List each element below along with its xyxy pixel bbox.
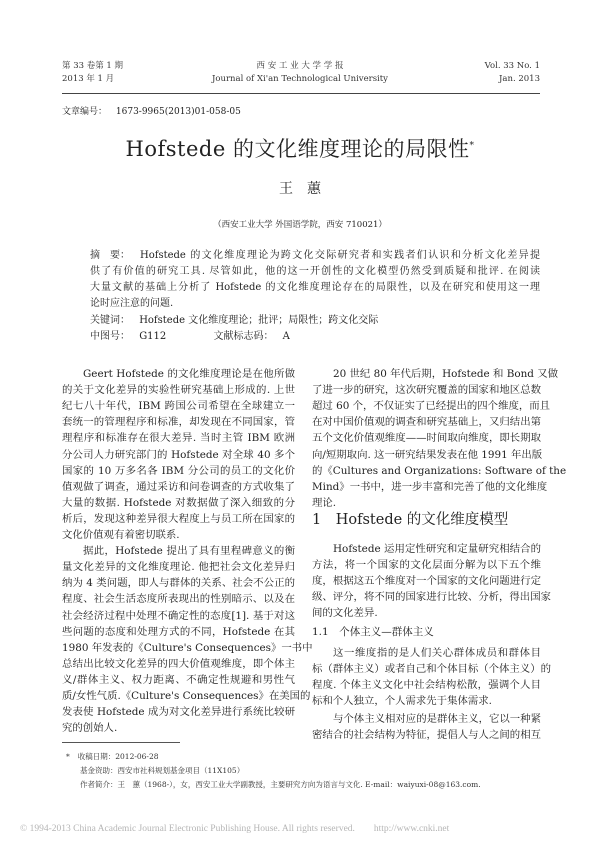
keywords — [90, 311, 378, 326]
date-en: Jan. 2013 — [499, 74, 540, 84]
body-line: 社会经济过程中处理不确定性的态度[1]. 基于对这 — [62, 609, 295, 622]
body-line: 据此，Hofstede 提出了具有里程碑意义的衡 — [83, 545, 295, 558]
body-line: 在对中国价值观的调查和研究基础上，又归结出第 — [312, 416, 541, 429]
body-line: 纳为 4 类问题，即人与群体的关系、社会不公正的 — [62, 577, 295, 590]
body-line: 度，根据这五个维度对一个国家的文化问题进行定 — [312, 575, 541, 588]
body-line: 套统一的管理程序和标准，却发现在不同国家，管 — [62, 416, 295, 429]
body-line: 程度. 个体主义文化中社会结构松散，强调个人目 — [312, 679, 541, 692]
journal-en: Journal of Xi'an Technological University — [211, 74, 388, 84]
doc-code-label: 文献标志码： — [213, 331, 274, 342]
body-line: 与个体主义相对应的是群体主义，它以一种紧 — [333, 713, 541, 725]
section-heading: 1 Hofstede 的文化维度模型 — [312, 512, 509, 528]
volume-issue — [62, 60, 123, 86]
article-number — [62, 104, 241, 117]
footnote-mark: * — [66, 752, 70, 761]
copyright-notice: © 1994-2013 China Academic Journal Electronic Publishing House. All rights reserved. http://www.cnki.net — [20, 824, 450, 834]
abstract-line: 论时应注意的问题. — [90, 298, 174, 309]
body-line: 理论. — [312, 496, 337, 509]
body-line: 值观做了调查，通过采访和问卷调查的方式收集了 — [62, 480, 295, 493]
footnote-rule — [62, 742, 180, 743]
body-line: 义/群体主义、权力距离、不确定性规避和男性气 — [62, 673, 295, 686]
footnotes — [66, 750, 481, 792]
clc-label: 中图号： — [90, 331, 130, 342]
author-bio: 作者简介：王 蕙（1968-），女，西安工业大学副教授，主要研究方向为语言与文化. E-mail：waiyuxi-08@163.com. — [80, 780, 481, 789]
body-line: 些问题的态度和处理方式的不同，Hofstede 在其 — [62, 625, 295, 638]
body-line: 文化价值观有着密切联系. — [62, 529, 180, 541]
body-line: 1980 年发表的《Culture's Consequences》一书中 — [62, 641, 313, 654]
keywords-label: 关键词： — [90, 315, 130, 326]
body-line: Geert Hofstede 的文化维度理论是在他所做 — [83, 368, 295, 380]
body-line: 质/女性气质.《Culture's Consequences》在美国的 — [62, 690, 311, 702]
keywords-value: Hofstede 文化维度理论；批评；局限性；跨文化交际 — [139, 315, 379, 326]
doc-code-value: A — [282, 331, 290, 342]
body-line: 这一维度指的是人们关心群体成员和群体目 — [333, 647, 541, 659]
affiliation: （西安工业大学 外国语学院，西安 710021） — [213, 220, 387, 230]
body-line: 的《Cultures and Organizations: Software of the — [312, 464, 567, 477]
journal-name — [150, 60, 450, 86]
body-line: 理程序和标准存在很大差异. 当时主管 IBM 欧洲 — [62, 432, 295, 445]
abstract-line: 供了有价值的研究工具. 尽管如此，他的这一开创性的文化模型仍然受到质疑和批评. 在阅读 — [90, 266, 540, 277]
body-line: Mind》一书中，进一步丰富和完善了他的文化维度 — [312, 480, 548, 493]
received-date: 收稿日期：2012-06-28 — [77, 752, 159, 761]
body-line: 程度、社会生活态度所表现出的性别暗示、以及在 — [62, 593, 295, 606]
body-line: 级、评分，将不同的国家进行比较、分析，得出国家 — [312, 591, 551, 604]
page-title — [0, 133, 600, 163]
body-line: 标（群体主义）或者自己和个体目标（个体主义）的 — [312, 663, 551, 676]
journal-cn: 西 安 工 业 大 学 学 报 — [256, 61, 344, 71]
body-line: 国家的 10 万多名各 IBM 分公司的员工的文化价 — [62, 464, 295, 477]
body-line: 标和个人独立，个人需求先于集体需求. — [312, 695, 492, 708]
body-line: 总结出比较文化差异的四大价值观维度，即个体主 — [62, 657, 295, 670]
article-number-label: 文章编号： — [62, 107, 108, 117]
abstract-line: 大量文献的基础上分析了 Hofstede 的文化维度理论存在的局限性，以及在研究和使用这一理 — [90, 282, 540, 293]
body-line: 量文化差异的文化维度理论. 他把社会文化差异归 — [62, 561, 295, 574]
volume-issue-en — [485, 60, 540, 86]
subsection-heading: 1.1 个体主义—群体主义 — [312, 626, 434, 638]
body-line: 20 世纪 80 年代后期，Hofstede 和 Bond 又做 — [333, 368, 559, 380]
clc-value: G112 — [139, 331, 167, 342]
body-line: 超过 60 个，不仅证实了已经提出的四个维度，而且 — [312, 400, 551, 413]
body-line: 间的文化差异. — [312, 607, 378, 620]
body-line: 五个文化价值观维度——时间取向维度，即长期取 — [312, 432, 541, 445]
volume-en: Vol. 33 No. 1 — [484, 61, 540, 71]
body-line: 大量的数据. Hofstede 对数据做了深入细致的分 — [62, 496, 295, 509]
volume-cn: 第 33 卷第 1 期 — [62, 61, 124, 71]
abstract-label: 摘 要： — [90, 250, 130, 261]
body-line: 向/短期取向. 这一研究结果发表在他 1991 年出版 — [312, 448, 543, 461]
funding: 基金资助：西安市社科规划基金项目（11X105） — [80, 766, 245, 775]
article-number-value: 1673-9965(2013)01-058-05 — [115, 107, 241, 117]
body-line: 的关于文化差异的实验性研究基础上形成的. 上世 — [62, 384, 295, 397]
body-line: 纪七八十年代，IBM 跨国公司希望在全球建立一 — [62, 400, 295, 413]
body-line: 析后，发现这种差异很大程度上与员工所在国家的 — [62, 512, 295, 525]
classification — [90, 327, 290, 342]
body-line: 方法，将一个国家的文化层面分解为以下五个维 — [312, 559, 541, 572]
author: 王 蕙 — [279, 181, 321, 197]
body-line: 了进一步的研究，这次研究覆盖的国家和地区总数 — [312, 384, 541, 397]
header-rule — [62, 93, 540, 94]
body-line: 发表使 Hofstede 成为对文化差异进行系统比较研 — [62, 706, 295, 719]
body-line: 密结合的社会结构为特征，提倡人与人之间的相互 — [312, 729, 541, 742]
body-line: 究的创始人. — [62, 722, 118, 735]
date-cn: 2013 年 1 月 — [62, 74, 115, 84]
title-footnote-mark: * — [469, 141, 475, 151]
abstract-line: Hofstede 的文化维度理论为跨文化交际研究者和实践者们认识和分析文化差异提 — [140, 250, 540, 261]
body-line: 分公司人力研究部门的 Hofstede 对全球 40 多个 — [62, 448, 295, 461]
title-text: Hofstede 的文化维度理论的局限性 — [125, 137, 470, 161]
body-line: Hofstede 运用定性研究和定量研究相结合的 — [333, 543, 541, 555]
